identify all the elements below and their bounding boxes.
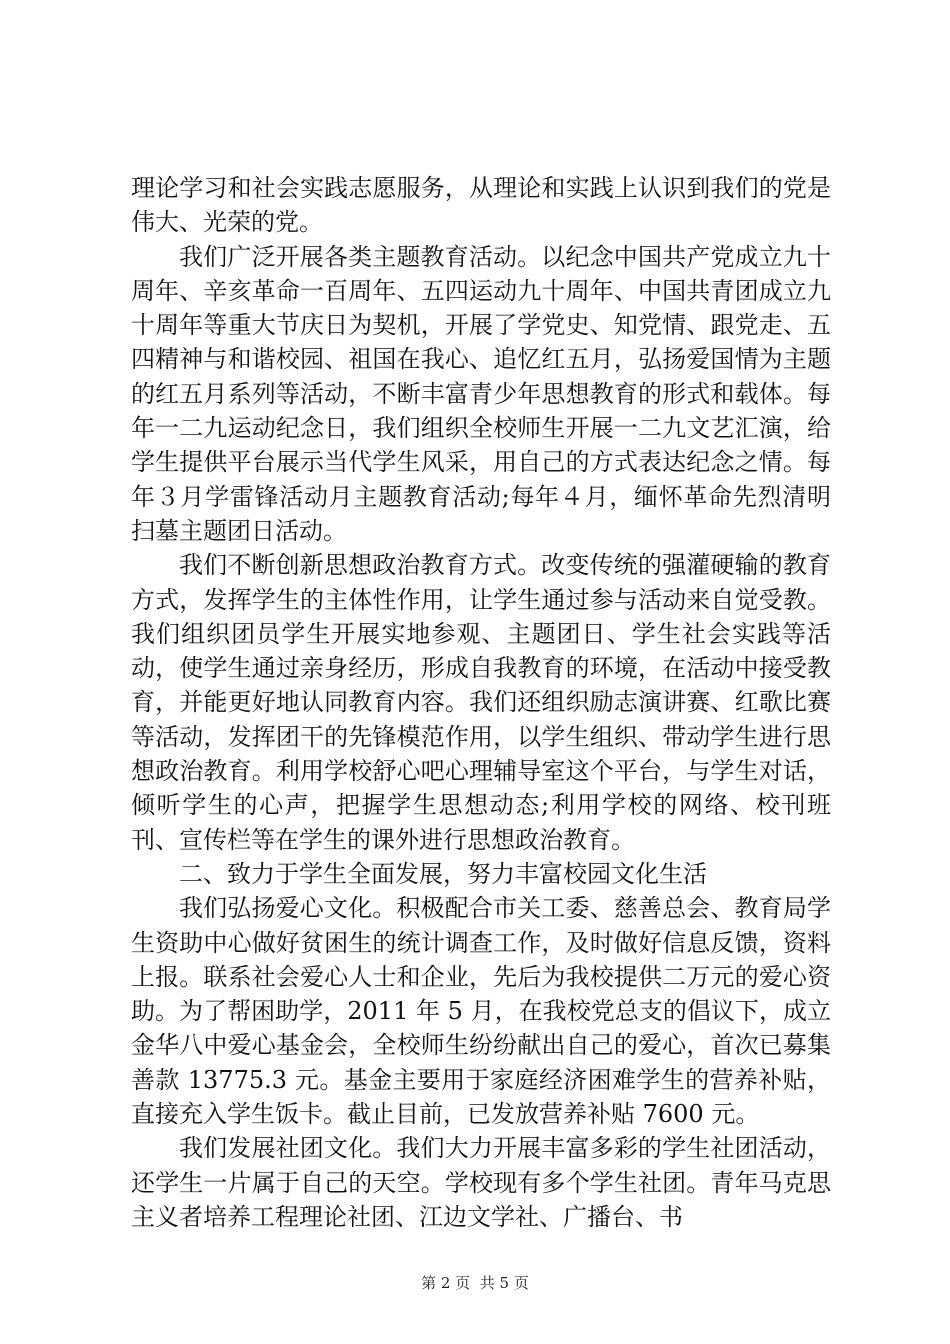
section-heading: 二、致力于学生全面发展，努力丰富校园文化生活 bbox=[179, 859, 707, 888]
document-body bbox=[131, 171, 831, 1234]
paragraph-4: 我们弘扬爱心文化。积极配合市关工委、慈善总会、教育局学生资助中心做好贫困生的统计调查工作，及时做好信息反馈，资料上报。联系社会爱心人士和企业，先后为我校提供二万元的爱心资助。为了帮困助学，2011 年 5 月，在我校党总支的倡议下，成立金华八中爱心基金会，全校师生纷纷献出自己的爱心，首次已募集善款 13775.3 元。基金主要用于家庭经济困难学生的营养补贴，直接充入学生饭卡。截止目前，已发放营养补贴 7600 元。 bbox=[131, 894, 831, 1129]
paragraph-3: 我们不断创新思想政治教育方式。改变传统的强灌硬输的教育方式，发挥学生的主体性作用，让学生通过参与活动来自觉受教。我们组织团员学生开展实地参观、主题团日、学生社会实践等活动，使学生通过亲身经历，形成自我教育的环境，在活动中接受教育，并能更好地认同教育内容。我们还组织励志演讲赛、红歌比赛等活动，发挥团干的先锋模范作用，以学生组织、带动学生进行思想政治教育。利用学校舒心吧心理辅导室这个平台，与学生对话，倾听学生的心声，把握学生思想动态;利用学校的网络、校刊班刊、宣传栏等在学生的课外进行思想政治教育。 bbox=[131, 551, 831, 854]
page-footer: 第 2 页 共 5 页 bbox=[421, 1274, 529, 1292]
paragraph-5: 我们发展社团文化。我们大力开展丰富多彩的学生社团活动，还学生一片属于自己的天空。学校现有多个学生社团。青年马克思主义者培养工程理论社团、江边文学社、广播台、书 bbox=[131, 1134, 831, 1231]
paragraph-1: 理论学习和社会实践志愿服务，从理论和实践上认识到我们的党是伟大、光荣的党。 bbox=[131, 174, 831, 237]
paragraph-2: 我们广泛开展各类主题教育活动。以纪念中国共产党成立九十周年、辛亥革命一百周年、五四运动九十周年、中国共青团成立九十周年等重大节庆日为契机，开展了学党史、知党情、跟党走、五四精神与和谐校园、祖国在我心、追忆红五月，弘扬爱国情为主题的红五月系列等活动，不断丰富青少年思想教育的形式和载体。每年一二九运动纪念日，我们组织全校师生开展一二九文艺汇演，给学生提供平台展示当代学生风采，用自己的方式表达纪念之情。每年３月学雷锋活动月主题教育活动;每年４月，缅怀革命先烈清明扫墓主题团日活动。 bbox=[131, 242, 831, 545]
